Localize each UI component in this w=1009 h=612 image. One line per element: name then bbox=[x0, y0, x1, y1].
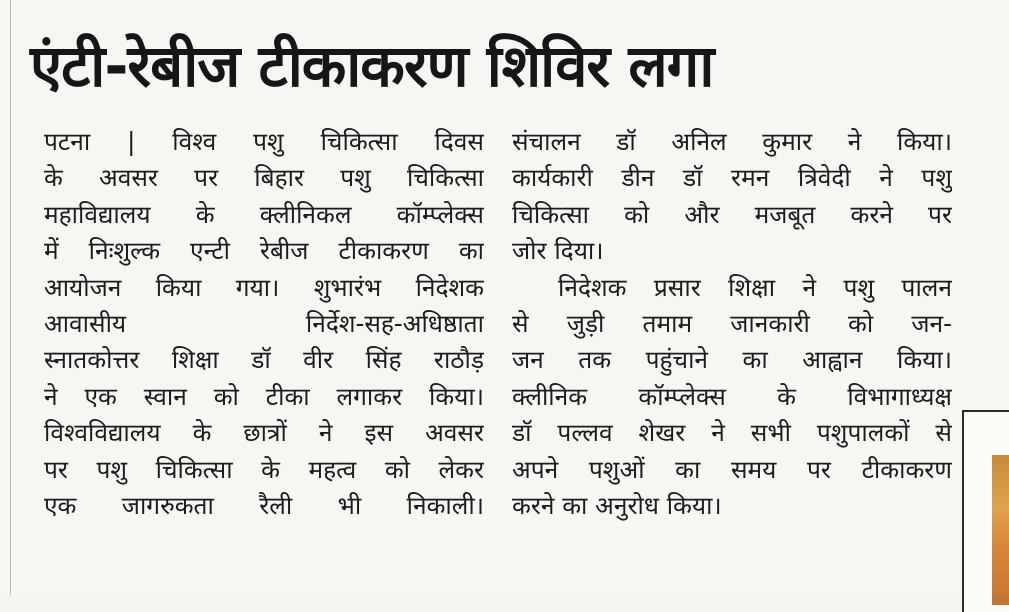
text-line: संचालन डॉ अनिल कुमार ने किया। bbox=[512, 127, 952, 156]
adjacent-photo bbox=[992, 455, 1009, 605]
headline: एंटी-रेबीज टीकाकरण शिविर लगा bbox=[30, 32, 714, 100]
text-line: से जुड़ी तमाम जानकारी को जन- bbox=[512, 308, 952, 338]
text-line: स्नातकोत्तर शिक्षा डॉ वीर सिंह राठौड़ bbox=[44, 345, 484, 375]
text-line: जोर दिया। bbox=[512, 236, 604, 266]
article-column-right bbox=[512, 124, 952, 524]
text-line: विश्वविद्यालय के छात्रों ने इस अवसर bbox=[44, 418, 484, 448]
text-line: महाविद्यालय के क्लीनिकल कॉम्प्लेक्स bbox=[44, 199, 484, 229]
text-line: के अवसर पर बिहार पशु चिकित्सा bbox=[44, 163, 484, 193]
text-line: कार्यकारी डीन डॉ रमन त्रिवेदी ने पशु bbox=[512, 163, 952, 193]
text-line: डॉ पल्लव शेखर ने सभी पशुपालकों से bbox=[512, 418, 952, 448]
text-line: पटना | विश्व पशु चिकित्सा दिवस bbox=[44, 127, 484, 156]
column-rule bbox=[10, 0, 11, 595]
text-line: करने का अनुरोध किया। bbox=[512, 490, 722, 520]
text-line: ने एक स्वान को टीका लगाकर किया। bbox=[44, 381, 484, 411]
text-line: पर पशु चिकित्सा के महत्व को लेकर bbox=[44, 454, 484, 484]
text-line: आवासीय निर्देश-सह-अधिष्ठाता bbox=[44, 308, 484, 338]
text-line: चिकित्सा को और मजबूत करने पर bbox=[512, 199, 952, 229]
article-column-left bbox=[44, 124, 484, 524]
text-line: आयोजन किया गया। शुभारंभ निदेशक bbox=[44, 272, 484, 302]
text-line: जन तक पहुंचाने का आह्वान किया। bbox=[512, 345, 952, 375]
text-line: अपने पशुओं का समय पर टीकाकरण bbox=[512, 454, 952, 484]
text-line: निदेशक प्रसार शिक्षा ने पशु पालन bbox=[558, 272, 952, 302]
text-line: में निःशुल्क एन्टी रेबीज टीकाकरण का bbox=[44, 236, 484, 266]
text-line: एक जागरुकता रैली भी निकाली। bbox=[44, 490, 484, 520]
text-line: क्लीनिक कॉम्प्लेक्स के विभागाध्यक्ष bbox=[512, 381, 952, 411]
